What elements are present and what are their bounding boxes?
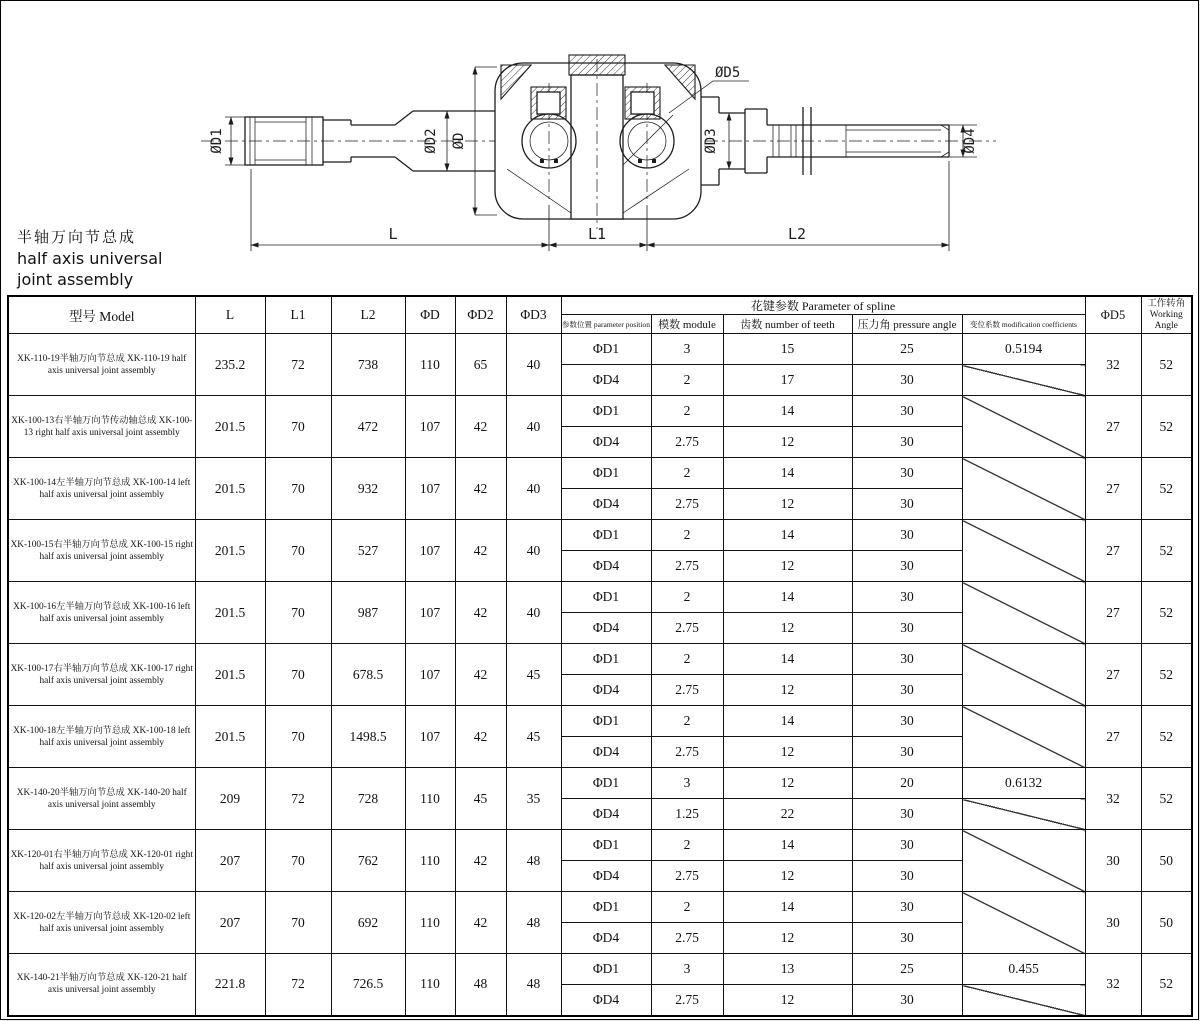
cell-spline-position: ΦD4 bbox=[561, 365, 651, 396]
cell-L1: 70 bbox=[265, 582, 331, 644]
cell-working-angle: 52 bbox=[1141, 520, 1192, 582]
cell-D: 107 bbox=[405, 644, 455, 706]
cell-spline-module: 3 bbox=[651, 768, 723, 799]
spec-table bbox=[7, 295, 1193, 1017]
cell-spline-module: 2.75 bbox=[651, 551, 723, 582]
cell-spline-position: ΦD1 bbox=[561, 644, 651, 675]
cell-D2: 42 bbox=[455, 706, 506, 768]
cell-modification-na bbox=[962, 644, 1085, 706]
cell-D2: 48 bbox=[455, 954, 506, 1016]
cell-L: 235.2 bbox=[195, 334, 265, 396]
cell-D5: 32 bbox=[1085, 334, 1141, 396]
cell-spline-position: ΦD4 bbox=[561, 427, 651, 458]
cell-D: 107 bbox=[405, 458, 455, 520]
cell-spline-pressure-angle: 30 bbox=[852, 737, 962, 768]
cell-spline-module: 2 bbox=[651, 365, 723, 396]
cell-spline-pressure-angle: 30 bbox=[852, 985, 962, 1016]
cell-D2: 45 bbox=[455, 768, 506, 830]
header-module: 模数 module bbox=[651, 315, 723, 334]
cell-model: XK-140-20半轴万向节总成 XK-140-20 half axis universal joint assembly bbox=[8, 768, 195, 830]
table-row bbox=[8, 954, 1192, 985]
cell-spline-teeth: 17 bbox=[723, 365, 852, 396]
cell-spline-module: 2 bbox=[651, 520, 723, 551]
table-row bbox=[8, 396, 1192, 427]
cell-model: XK-100-13右半轴万向节传动轴总成 XK-100-13 right half axis universal joint assembly bbox=[8, 396, 195, 458]
table-row bbox=[8, 892, 1192, 923]
cell-model: XK-110-19半轴万向节总成 XK-110-19 half axis universal joint assembly bbox=[8, 334, 195, 396]
cell-spline-position: ΦD1 bbox=[561, 334, 651, 365]
cell-spline-position: ΦD1 bbox=[561, 458, 651, 489]
cell-spline-teeth: 12 bbox=[723, 737, 852, 768]
header-model: 型号 Model bbox=[8, 296, 195, 334]
cell-L2: 1498.5 bbox=[331, 706, 405, 768]
cell-spline-module: 1.25 bbox=[651, 799, 723, 830]
cell-spline-module: 2 bbox=[651, 396, 723, 427]
cell-spline-module: 2 bbox=[651, 582, 723, 613]
cell-D3: 40 bbox=[506, 458, 561, 520]
cell-working-angle: 52 bbox=[1141, 458, 1192, 520]
cell-working-angle: 52 bbox=[1141, 582, 1192, 644]
cell-modification-na bbox=[962, 396, 1085, 458]
cell-spline-position: ΦD4 bbox=[561, 861, 651, 892]
cell-L: 207 bbox=[195, 892, 265, 954]
header-l1: L1 bbox=[265, 296, 331, 334]
cell-spline-position: ΦD1 bbox=[561, 892, 651, 923]
header-spline-group: 花键参数 Parameter of spline bbox=[561, 296, 1085, 315]
cell-D: 107 bbox=[405, 706, 455, 768]
label-d1: ØD1 bbox=[209, 128, 225, 154]
cell-L1: 72 bbox=[265, 768, 331, 830]
label-d3: ØD3 bbox=[703, 128, 719, 154]
cell-spline-pressure-angle: 30 bbox=[852, 675, 962, 706]
header-d3: ΦD3 bbox=[506, 296, 561, 334]
cell-L2: 738 bbox=[331, 334, 405, 396]
cell-spline-pressure-angle: 30 bbox=[852, 520, 962, 551]
cell-D: 110 bbox=[405, 334, 455, 396]
cell-working-angle: 52 bbox=[1141, 396, 1192, 458]
cell-working-angle: 52 bbox=[1141, 768, 1192, 830]
cell-modification-na bbox=[962, 985, 1085, 1016]
top-cap bbox=[569, 55, 625, 75]
cell-L1: 70 bbox=[265, 396, 331, 458]
cell-spline-module: 3 bbox=[651, 334, 723, 365]
header-l2: L2 bbox=[331, 296, 405, 334]
cell-spline-position: ΦD1 bbox=[561, 396, 651, 427]
cell-L: 207 bbox=[195, 830, 265, 892]
cell-modification-na bbox=[962, 706, 1085, 768]
header-param-position: 参数位置 parameter position bbox=[561, 315, 651, 334]
header-working-angle bbox=[1141, 296, 1192, 334]
cell-spline-teeth: 14 bbox=[723, 458, 852, 489]
table-row bbox=[8, 768, 1192, 799]
cell-D2: 42 bbox=[455, 830, 506, 892]
cell-working-angle: 50 bbox=[1141, 892, 1192, 954]
cell-spline-pressure-angle: 30 bbox=[852, 923, 962, 954]
title-en-1: half axis universal bbox=[17, 249, 163, 268]
header-working-angle-zh: 工作转角 bbox=[1147, 298, 1186, 309]
cell-model: XK-140-21半轴万向节总成 XK-120-21 half axis universal joint assembly bbox=[8, 954, 195, 1016]
cell-modification: 0.6132 bbox=[962, 768, 1085, 799]
label-d4: ØD4 bbox=[962, 128, 978, 154]
cell-spline-pressure-angle: 30 bbox=[852, 706, 962, 737]
header-modification: 变位系数 modification coefficients bbox=[962, 315, 1085, 334]
cell-L: 201.5 bbox=[195, 582, 265, 644]
cell-spline-module: 2 bbox=[651, 706, 723, 737]
table-row bbox=[8, 644, 1192, 675]
cell-L2: 932 bbox=[331, 458, 405, 520]
cell-working-angle: 52 bbox=[1141, 954, 1192, 1016]
cell-L2: 726.5 bbox=[331, 954, 405, 1016]
cell-modification-na bbox=[962, 582, 1085, 644]
cell-D5: 30 bbox=[1085, 892, 1141, 954]
universal-joint-drawing bbox=[1, 1, 1199, 297]
cell-D2: 42 bbox=[455, 644, 506, 706]
cell-spline-teeth: 12 bbox=[723, 551, 852, 582]
cell-L: 201.5 bbox=[195, 706, 265, 768]
cell-spline-module: 2.75 bbox=[651, 489, 723, 520]
cell-L1: 70 bbox=[265, 644, 331, 706]
cell-D: 110 bbox=[405, 830, 455, 892]
cell-spline-module: 2 bbox=[651, 830, 723, 861]
cell-D3: 40 bbox=[506, 520, 561, 582]
label-l2: L2 bbox=[787, 225, 807, 243]
cell-spline-module: 2 bbox=[651, 458, 723, 489]
cell-spline-teeth: 14 bbox=[723, 644, 852, 675]
cell-modification-na bbox=[962, 799, 1085, 830]
cell-spline-module: 2 bbox=[651, 644, 723, 675]
cell-spline-module: 2 bbox=[651, 892, 723, 923]
cell-spline-teeth: 15 bbox=[723, 334, 852, 365]
cell-spline-position: ΦD4 bbox=[561, 985, 651, 1016]
cell-D5: 27 bbox=[1085, 458, 1141, 520]
label-d2: ØD2 bbox=[423, 128, 439, 154]
cell-spline-pressure-angle: 30 bbox=[852, 489, 962, 520]
table-row bbox=[8, 706, 1192, 737]
cell-D5: 32 bbox=[1085, 954, 1141, 1016]
joint-body bbox=[495, 55, 701, 229]
cell-spline-module: 2.75 bbox=[651, 675, 723, 706]
cell-spline-teeth: 12 bbox=[723, 489, 852, 520]
table-row bbox=[8, 334, 1192, 365]
label-d: ØD bbox=[451, 132, 467, 150]
cell-L: 221.8 bbox=[195, 954, 265, 1016]
cell-D3: 40 bbox=[506, 582, 561, 644]
cell-L1: 70 bbox=[265, 458, 331, 520]
cell-spline-position: ΦD1 bbox=[561, 954, 651, 985]
cell-spline-module: 2.75 bbox=[651, 427, 723, 458]
cell-model: XK-100-16左半轴万向节总成 XK-100-16 left half axis universal joint assembly bbox=[8, 582, 195, 644]
title-block bbox=[17, 227, 162, 290]
cell-spline-pressure-angle: 30 bbox=[852, 396, 962, 427]
cell-spline-position: ΦD4 bbox=[561, 489, 651, 520]
cell-spline-teeth: 14 bbox=[723, 520, 852, 551]
cell-D: 107 bbox=[405, 396, 455, 458]
cell-spline-teeth: 22 bbox=[723, 799, 852, 830]
cell-spline-pressure-angle: 30 bbox=[852, 644, 962, 675]
cell-L: 201.5 bbox=[195, 396, 265, 458]
bearing-circle-right bbox=[620, 114, 674, 168]
cell-modification-na bbox=[962, 365, 1085, 396]
cell-spline-module: 2.75 bbox=[651, 861, 723, 892]
label-d5: ØD5 bbox=[715, 65, 741, 81]
cell-spline-pressure-angle: 20 bbox=[852, 768, 962, 799]
cell-D: 110 bbox=[405, 954, 455, 1016]
cell-spline-teeth: 14 bbox=[723, 582, 852, 613]
table-row bbox=[8, 520, 1192, 551]
cell-D: 110 bbox=[405, 892, 455, 954]
cell-L1: 72 bbox=[265, 954, 331, 1016]
cell-working-angle: 52 bbox=[1141, 706, 1192, 768]
cell-D5: 27 bbox=[1085, 644, 1141, 706]
cell-spline-pressure-angle: 30 bbox=[852, 458, 962, 489]
cell-spline-pressure-angle: 25 bbox=[852, 954, 962, 985]
cell-spline-position: ΦD4 bbox=[561, 799, 651, 830]
cell-L2: 987 bbox=[331, 582, 405, 644]
cell-spline-position: ΦD1 bbox=[561, 582, 651, 613]
cell-D2: 42 bbox=[455, 520, 506, 582]
cell-spline-position: ΦD4 bbox=[561, 923, 651, 954]
cell-D2: 42 bbox=[455, 892, 506, 954]
cell-spline-pressure-angle: 25 bbox=[852, 334, 962, 365]
spec-table-body bbox=[8, 334, 1192, 1016]
header-l: L bbox=[195, 296, 265, 334]
cell-D5: 27 bbox=[1085, 706, 1141, 768]
dim-d3 bbox=[703, 113, 729, 169]
cell-L2: 728 bbox=[331, 768, 405, 830]
cell-spline-position: ΦD1 bbox=[561, 830, 651, 861]
cell-spline-teeth: 13 bbox=[723, 954, 852, 985]
title-en-2: joint assembly bbox=[17, 270, 134, 289]
title-zh: 半轴万向节总成 bbox=[17, 228, 137, 246]
cell-D3: 48 bbox=[506, 954, 561, 1016]
cell-D5: 30 bbox=[1085, 830, 1141, 892]
cell-spline-position: ΦD1 bbox=[561, 706, 651, 737]
cell-spline-position: ΦD4 bbox=[561, 737, 651, 768]
cell-spline-teeth: 12 bbox=[723, 427, 852, 458]
cell-working-angle: 52 bbox=[1141, 334, 1192, 396]
table-row bbox=[8, 830, 1192, 861]
table-row bbox=[8, 582, 1192, 613]
table-row bbox=[8, 458, 1192, 489]
cell-spline-module: 2.75 bbox=[651, 613, 723, 644]
cell-spline-pressure-angle: 30 bbox=[852, 861, 962, 892]
cell-spline-pressure-angle: 30 bbox=[852, 365, 962, 396]
cell-L1: 72 bbox=[265, 334, 331, 396]
cell-D3: 45 bbox=[506, 706, 561, 768]
cell-spline-teeth: 14 bbox=[723, 892, 852, 923]
cell-spline-position: ΦD4 bbox=[561, 551, 651, 582]
cell-L2: 762 bbox=[331, 830, 405, 892]
cell-L: 209 bbox=[195, 768, 265, 830]
cell-modification: 0.5194 bbox=[962, 334, 1085, 365]
cell-L1: 70 bbox=[265, 706, 331, 768]
cell-working-angle: 50 bbox=[1141, 830, 1192, 892]
cell-spline-position: ΦD1 bbox=[561, 768, 651, 799]
cell-D: 107 bbox=[405, 520, 455, 582]
header-pressure-angle: 压力角 pressure angle bbox=[852, 315, 962, 334]
header-working-angle-en: Working Angle bbox=[1149, 309, 1183, 331]
cell-model: XK-100-14左半轴万向节总成 XK-100-14 left half axis universal joint assembly bbox=[8, 458, 195, 520]
cell-working-angle: 52 bbox=[1141, 644, 1192, 706]
cell-D3: 40 bbox=[506, 334, 561, 396]
assembly-drawing bbox=[1, 1, 1199, 297]
cell-D: 107 bbox=[405, 582, 455, 644]
cell-D5: 27 bbox=[1085, 396, 1141, 458]
cell-D5: 27 bbox=[1085, 582, 1141, 644]
cell-L1: 70 bbox=[265, 830, 331, 892]
cell-spline-module: 2.75 bbox=[651, 737, 723, 768]
cell-model: XK-100-17右半轴万向节总成 XK-100-17 right half axis universal joint assembly bbox=[8, 644, 195, 706]
cell-L: 201.5 bbox=[195, 644, 265, 706]
cell-D3: 48 bbox=[506, 892, 561, 954]
cell-spline-position: ΦD1 bbox=[561, 520, 651, 551]
cell-L: 201.5 bbox=[195, 520, 265, 582]
label-l1: L1 bbox=[587, 225, 607, 243]
cell-spline-pressure-angle: 30 bbox=[852, 892, 962, 923]
cell-D3: 45 bbox=[506, 644, 561, 706]
cell-spline-teeth: 12 bbox=[723, 613, 852, 644]
cell-spline-teeth: 12 bbox=[723, 923, 852, 954]
cell-spline-pressure-angle: 30 bbox=[852, 551, 962, 582]
cell-spline-teeth: 12 bbox=[723, 985, 852, 1016]
cell-modification-na bbox=[962, 458, 1085, 520]
cell-spline-teeth: 14 bbox=[723, 706, 852, 737]
cell-L: 201.5 bbox=[195, 458, 265, 520]
cell-D3: 40 bbox=[506, 396, 561, 458]
cell-spline-position: ΦD4 bbox=[561, 675, 651, 706]
cell-spline-module: 2.75 bbox=[651, 923, 723, 954]
cell-spline-teeth: 14 bbox=[723, 396, 852, 427]
cell-L1: 70 bbox=[265, 892, 331, 954]
cell-D2: 42 bbox=[455, 458, 506, 520]
cell-D3: 48 bbox=[506, 830, 561, 892]
cell-L2: 472 bbox=[331, 396, 405, 458]
cell-modification: 0.455 bbox=[962, 954, 1085, 985]
cell-modification-na bbox=[962, 520, 1085, 582]
cell-modification-na bbox=[962, 830, 1085, 892]
cell-spline-pressure-angle: 30 bbox=[852, 613, 962, 644]
cell-spline-pressure-angle: 30 bbox=[852, 830, 962, 861]
cell-L1: 70 bbox=[265, 520, 331, 582]
header-d: ΦD bbox=[405, 296, 455, 334]
cell-D3: 35 bbox=[506, 768, 561, 830]
cell-spline-pressure-angle: 30 bbox=[852, 582, 962, 613]
cell-spline-teeth: 12 bbox=[723, 768, 852, 799]
cell-L2: 678.5 bbox=[331, 644, 405, 706]
cell-spline-pressure-angle: 30 bbox=[852, 427, 962, 458]
header-teeth: 齿数 number of teeth bbox=[723, 315, 852, 334]
cell-spline-teeth: 14 bbox=[723, 830, 852, 861]
cell-D: 110 bbox=[405, 768, 455, 830]
cell-D2: 65 bbox=[455, 334, 506, 396]
cell-modification-na bbox=[962, 892, 1085, 954]
cell-L2: 527 bbox=[331, 520, 405, 582]
cell-L2: 692 bbox=[331, 892, 405, 954]
cell-spline-position: ΦD4 bbox=[561, 613, 651, 644]
cell-D5: 27 bbox=[1085, 520, 1141, 582]
spec-table-head bbox=[8, 296, 1192, 334]
cell-spline-teeth: 12 bbox=[723, 675, 852, 706]
label-l: L bbox=[388, 225, 398, 243]
dim-d2-d bbox=[423, 67, 497, 215]
header-d5: ΦD5 bbox=[1085, 296, 1141, 334]
cell-model: XK-100-15右半轴万向节总成 XK-100-15 right half axis universal joint assembly bbox=[8, 520, 195, 582]
cell-D2: 42 bbox=[455, 396, 506, 458]
cell-spline-module: 2.75 bbox=[651, 985, 723, 1016]
cell-model: XK-120-02左半轴万向节总成 XK-120-02 left half axis universal joint assembly bbox=[8, 892, 195, 954]
cell-D2: 42 bbox=[455, 582, 506, 644]
header-d2: ΦD2 bbox=[455, 296, 506, 334]
cell-D5: 32 bbox=[1085, 768, 1141, 830]
cell-model: XK-100-18左半轴万向节总成 XK-100-18 left half axis universal joint assembly bbox=[8, 706, 195, 768]
cell-spline-module: 3 bbox=[651, 954, 723, 985]
cell-model: XK-120-01右半轴万向节总成 XK-120-01 right half axis universal joint assembly bbox=[8, 830, 195, 892]
cell-spline-teeth: 12 bbox=[723, 861, 852, 892]
cell-spline-pressure-angle: 30 bbox=[852, 799, 962, 830]
